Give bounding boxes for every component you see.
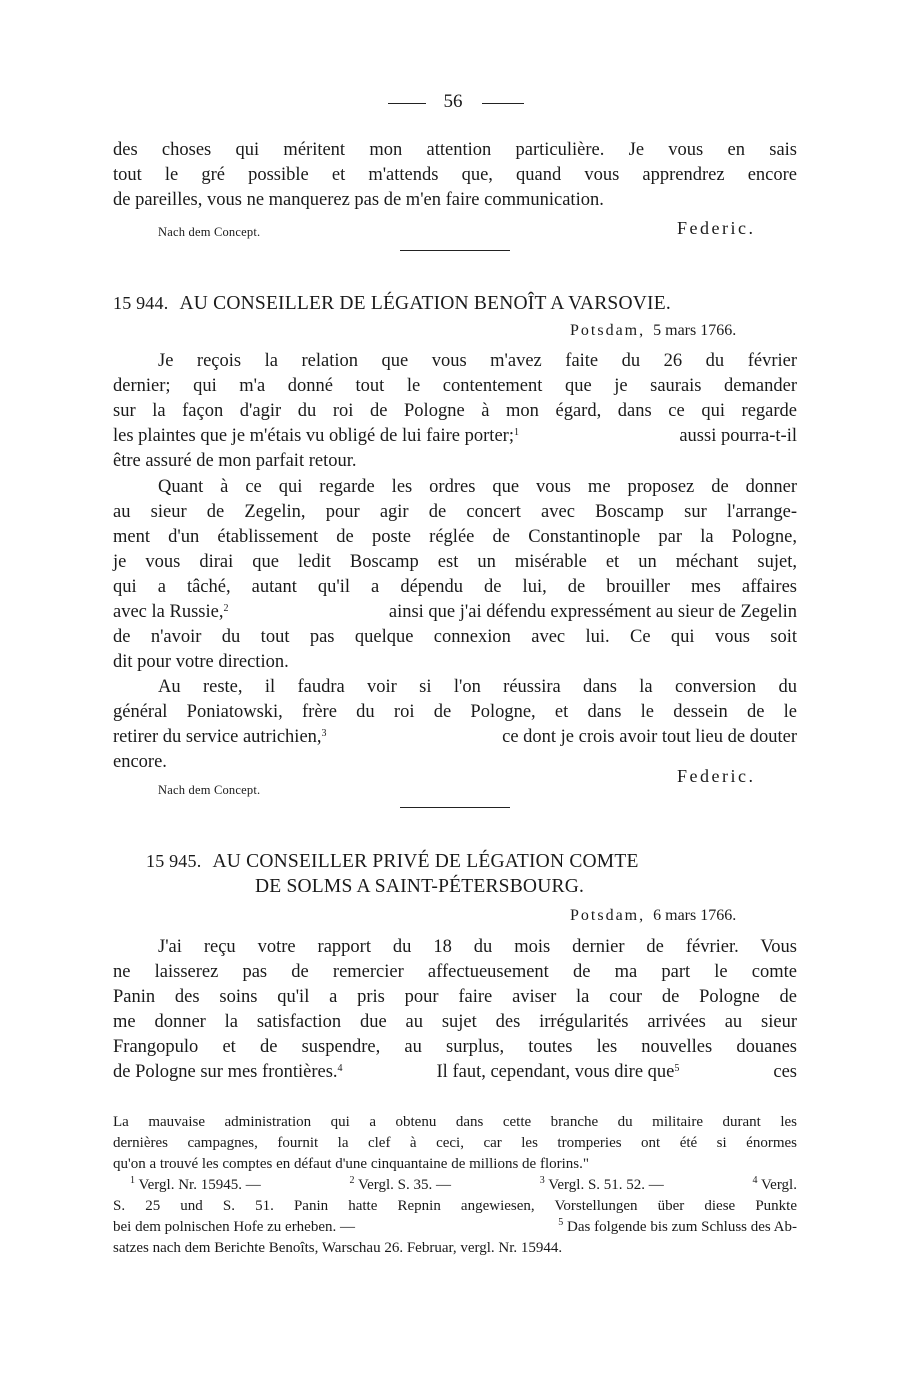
paragraph-line: je vous dirai que ledit Boscamp est un misérable et un méchant sujet, <box>113 552 797 572</box>
intro-line: des choses qui méritent mon attention particulière. Je vous en sais <box>113 140 797 160</box>
paragraph-line: général Poniatowski, frère du roi de Pologne, et dans le dessein de le <box>113 702 797 722</box>
dateline-date: 6 mars 1766. <box>653 907 737 924</box>
footnote-text: Vergl. S. 51. 52. — <box>548 1177 664 1193</box>
letter-heading <box>146 848 639 875</box>
footnote-text: Vergl. <box>761 1177 797 1193</box>
source-note: Nach dem Concept. <box>158 225 261 239</box>
section-divider <box>400 807 510 808</box>
footnote-text: bei dem polnischen Hofe zu erheben. — <box>113 1219 355 1235</box>
footnote-line <box>130 1175 797 1196</box>
paragraph-text: Il faut, cependant, vous dire que <box>436 1062 675 1082</box>
paragraph-text: ces <box>773 1062 797 1082</box>
paragraph-line <box>113 600 797 625</box>
footnote-mark: 2 <box>223 603 229 614</box>
paragraph-line: Je reçois la relation que vous m'avez faite du 26 du février <box>158 351 797 371</box>
paragraph-line: ne laisserez pas de remercier affectueusement de ma part le comte <box>113 962 797 982</box>
footnote-mark: 5 <box>674 1063 680 1074</box>
letter-title: AU CONSEILLER PRIVÉ DE LÉGATION COMTE <box>212 851 639 872</box>
footnote-line <box>113 1217 797 1238</box>
footnote-line: La mauvaise administration qui a obtenu dans cette branche du militaire durant les <box>113 1114 797 1130</box>
paragraph-line: Panin des soins qu'il a pris pour faire aviser la cour de Pologne de <box>113 987 797 1007</box>
paragraph-line: Frangopulo et de suspendre, au surplus, toutes les nouvelles douanes <box>113 1037 797 1057</box>
paragraph-text: avec la Russie, <box>113 602 224 622</box>
dateline-place: Potsdam, <box>570 322 646 339</box>
footnote-line: qu'on a trouvé les comptes en défaut d'une cinquantaine de millions de florins." <box>113 1156 589 1172</box>
paragraph-line: Quant à ce qui regarde les ordres que vous me proposez de donner <box>158 477 797 497</box>
footnote-mark: 3 <box>321 728 327 739</box>
page-number: 56 <box>443 91 463 112</box>
paragraph-text: ce dont je crois avoir tout lieu de douter <box>502 727 797 747</box>
footnote-text: Vergl. Nr. 15945. — <box>138 1177 261 1193</box>
footnote-mark: 2 <box>349 1175 355 1186</box>
dateline <box>570 905 736 927</box>
letter-number: 15 945. <box>146 851 202 871</box>
paragraph-line: me donner la satisfaction due au sujet des irrégularités arrivées au sieur <box>113 1012 797 1032</box>
dateline <box>570 320 736 342</box>
intro-line: de pareilles, vous ne manquerez pas de m'en faire communication. <box>113 190 604 210</box>
source-note: Nach dem Concept. <box>158 783 261 797</box>
paragraph-line <box>113 725 797 750</box>
intro-line: tout le gré possible et m'attends que, quand vous apprendrez encore <box>113 165 797 185</box>
signature: Federic. <box>677 766 756 786</box>
footnote-mark: 4 <box>337 1063 343 1074</box>
paragraph-line: qui a tâché, autant qu'il a dépendu de lui, de brouiller mes affaires <box>113 577 797 597</box>
paragraph-line: de n'avoir du tout pas quelque connexion avec lui. Ce qui vous soit <box>113 627 797 647</box>
footnote-mark: 4 <box>752 1175 758 1186</box>
paragraph-text: retirer du service autrichien, <box>113 727 322 747</box>
paragraph-line: être assuré de mon parfait retour. <box>113 451 357 471</box>
paragraph-line: Au reste, il faudra voir si l'on réussira dans la conversion du <box>158 677 797 697</box>
letter-title: AU CONSEILLER DE LÉGATION BENOÎT A VARSOVIE. <box>179 293 671 314</box>
dateline-date: 5 mars 1766. <box>653 322 737 339</box>
paragraph-line <box>113 424 797 449</box>
footnote-mark: 1 <box>130 1175 135 1186</box>
footnote-line: dernières campagnes, fournit la clef à ceci, car les tromperies ont été si énormes <box>113 1135 797 1151</box>
paragraph-text: aussi pourra-t-il <box>679 426 797 446</box>
dateline-place: Potsdam, <box>570 907 646 924</box>
paragraph-text: ainsi que j'ai défendu expressément au sieur de Zegelin <box>388 602 797 622</box>
paragraph-text: de Pologne sur mes frontières. <box>113 1062 338 1082</box>
footnote-mark: 5 <box>558 1217 564 1228</box>
letter-heading <box>113 290 671 317</box>
paragraph-line: encore. <box>113 752 167 772</box>
footnote-text: Vergl. S. 35. — <box>357 1177 451 1193</box>
paragraph-line: au sieur de Zegelin, pour agir de concert avec Boscamp sur l'arrange- <box>113 502 797 522</box>
letter-title-continued: DE SOLMS A SAINT-PÉTERSBOURG. <box>255 876 585 897</box>
paragraph-line: sur la façon d'agir du roi de Pologne à mon égard, dans ce qui regarde <box>113 401 797 421</box>
paragraph-line: dernier; qui m'a donné tout le contentement que je saurais demander <box>113 376 797 396</box>
paragraph-text: les plaintes que je m'étais vu obligé de lui faire porter; <box>113 426 514 446</box>
footnote-text: Das folgende bis zum Schluss des Ab- <box>567 1219 797 1235</box>
footnote-mark: 3 <box>539 1175 545 1186</box>
paragraph-line: ment d'un établissement de poste réglée de Constantinople par la Pologne, <box>113 527 797 547</box>
footnote-mark: 1 <box>513 427 519 438</box>
page-number-rule-right <box>482 103 524 104</box>
signature: Federic. <box>677 218 756 238</box>
page-number-rule-left <box>388 103 426 104</box>
section-divider <box>400 250 510 251</box>
paragraph-line <box>113 1060 797 1085</box>
footnote-line: satzes nach dem Berichte Benoîts, Warschau 26. Februar, vergl. Nr. 15944. <box>113 1240 563 1256</box>
paragraph-line: J'ai reçu votre rapport du 18 du mois dernier de février. Vous <box>158 937 797 957</box>
paragraph-line: dit pour votre direction. <box>113 652 289 672</box>
letter-number: 15 944. <box>113 293 169 313</box>
footnote-line: S. 25 und S. 51. Panin hatte Repnin angewiesen, Vorstellungen über diese Punkte <box>113 1198 797 1214</box>
